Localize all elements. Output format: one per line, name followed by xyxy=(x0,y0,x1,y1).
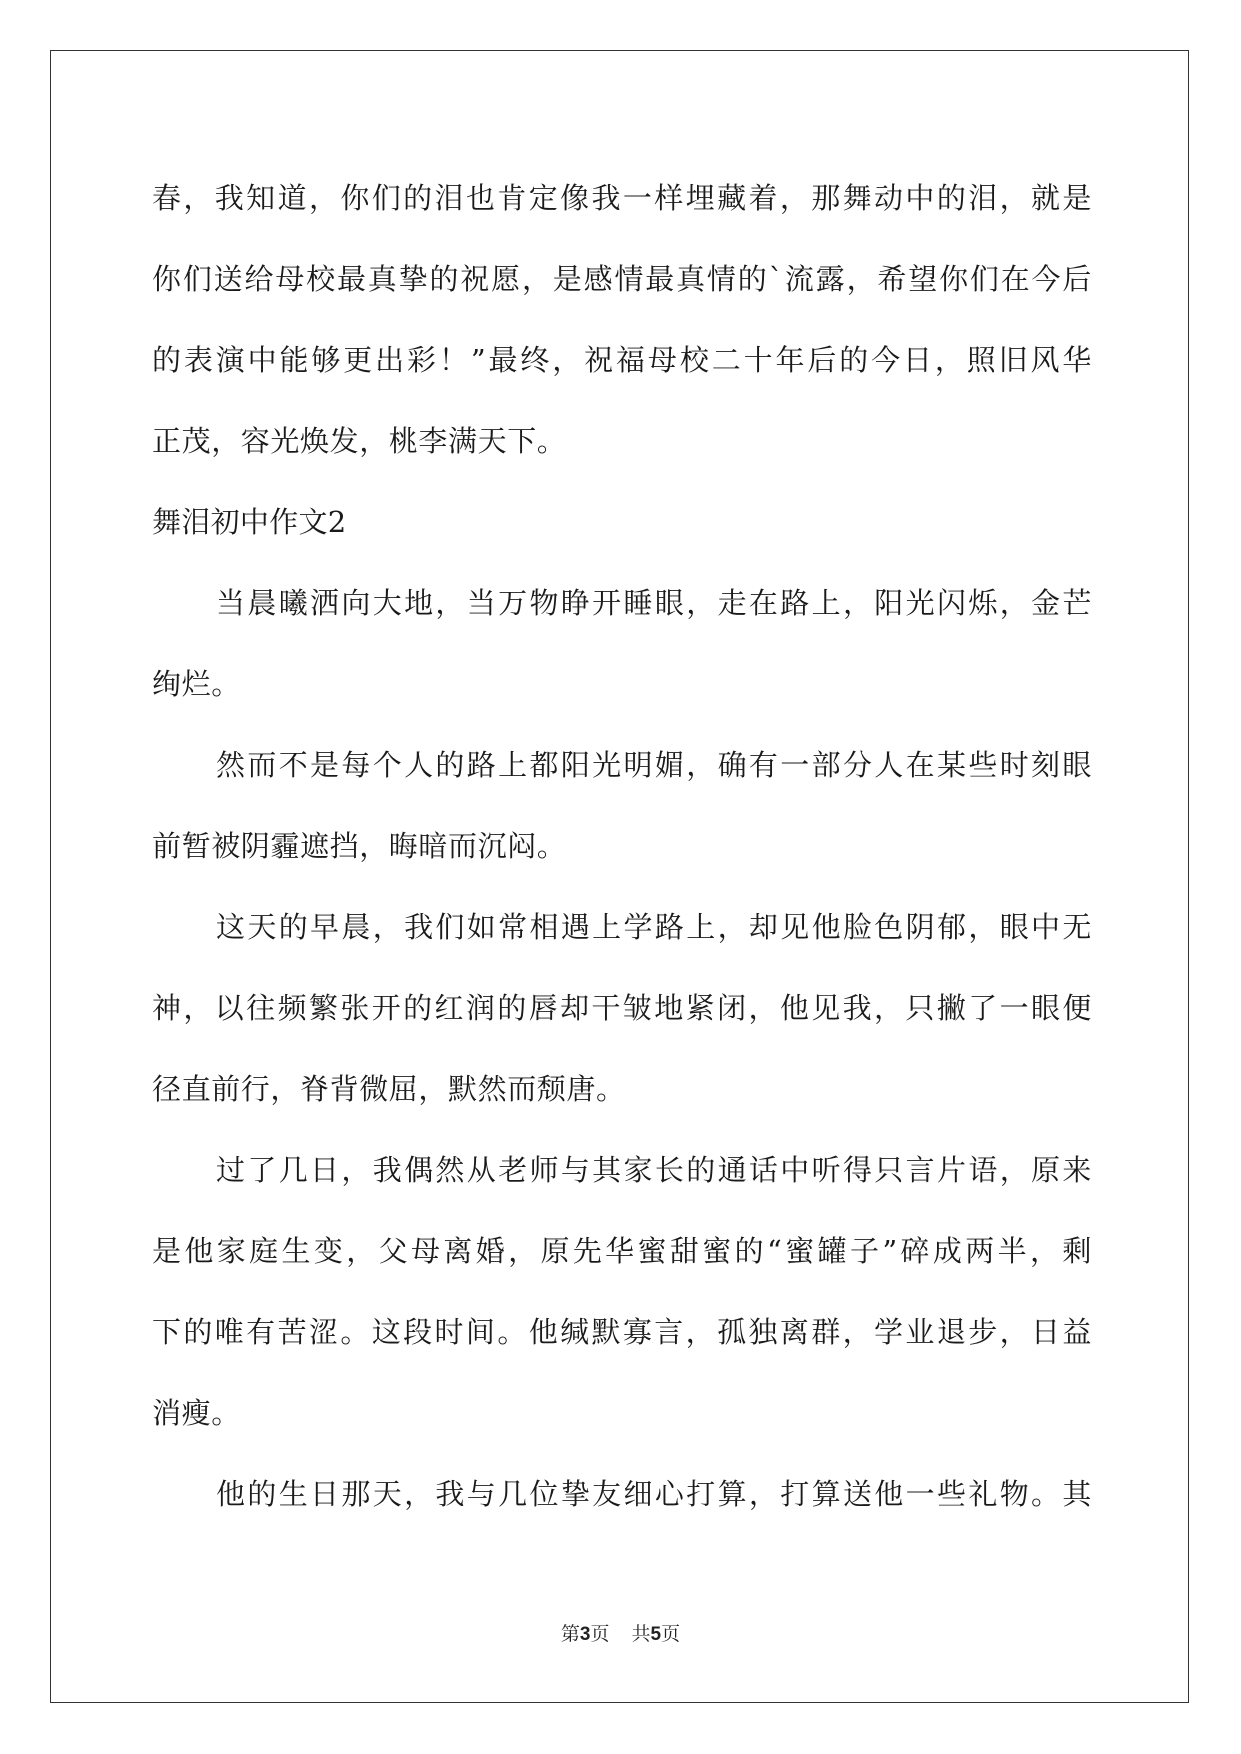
paragraph-line: 是他家庭生变，父母离婚，原先华蜜甜蜜的“蜜罐子”碎成两半，剩 xyxy=(152,1234,1092,1268)
paragraph-line: 这天的早晨，我们如常相遇上学路上，却见他脸色阴郁，眼中无 xyxy=(216,910,1092,944)
document-body xyxy=(152,158,1092,1535)
page-total: 共5页 xyxy=(631,1623,681,1645)
page-footer xyxy=(0,1622,1241,1647)
paragraph-line: 然而不是每个人的路上都阳光明媚，确有一部分人在某些时刻眼 xyxy=(216,748,1092,782)
paragraph-line: 春，我知道，你们的泪也肯定像我一样埋藏着，那舞动中的泪，就是 xyxy=(152,181,1092,215)
paragraph-line: 神，以往频繁张开的红润的唇却干皱地紧闭，他见我，只撇了一眼便 xyxy=(152,991,1092,1025)
paragraph-line: 过了几日，我偶然从老师与其家长的通话中听得只言片语，原来 xyxy=(216,1153,1092,1187)
paragraph-line: 径直前行，脊背微屈，默然而颓唐。 xyxy=(152,1072,626,1106)
paragraph-line: 绚烂。 xyxy=(152,667,241,701)
section-title: 舞泪初中作文2 xyxy=(152,505,347,539)
page-number: 第3页 xyxy=(560,1623,610,1645)
paragraph-line: 下的唯有苦涩。这段时间。他缄默寡言，孤独离群，学业退步，日益 xyxy=(152,1315,1092,1349)
paragraph-line: 当晨曦洒向大地，当万物睁开睡眼，走在路上，阳光闪烁，金芒 xyxy=(216,586,1092,620)
paragraph-line: 你们送给母校最真挚的祝愿，是感情最真情的`流露，希望你们在今后 xyxy=(152,262,1092,296)
paragraph-line: 正茂，容光焕发，桃李满天下。 xyxy=(152,424,567,458)
paragraph-line: 他的生日那天，我与几位挚友细心打算，打算送他一些礼物。其 xyxy=(216,1477,1092,1511)
paragraph-line: 消瘦。 xyxy=(152,1396,241,1430)
paragraph-line: 前暂被阴霾遮挡，晦暗而沉闷。 xyxy=(152,829,567,863)
paragraph-line: 的表演中能够更出彩！”最终，祝福母校二十年后的今日，照旧风华 xyxy=(152,343,1092,377)
